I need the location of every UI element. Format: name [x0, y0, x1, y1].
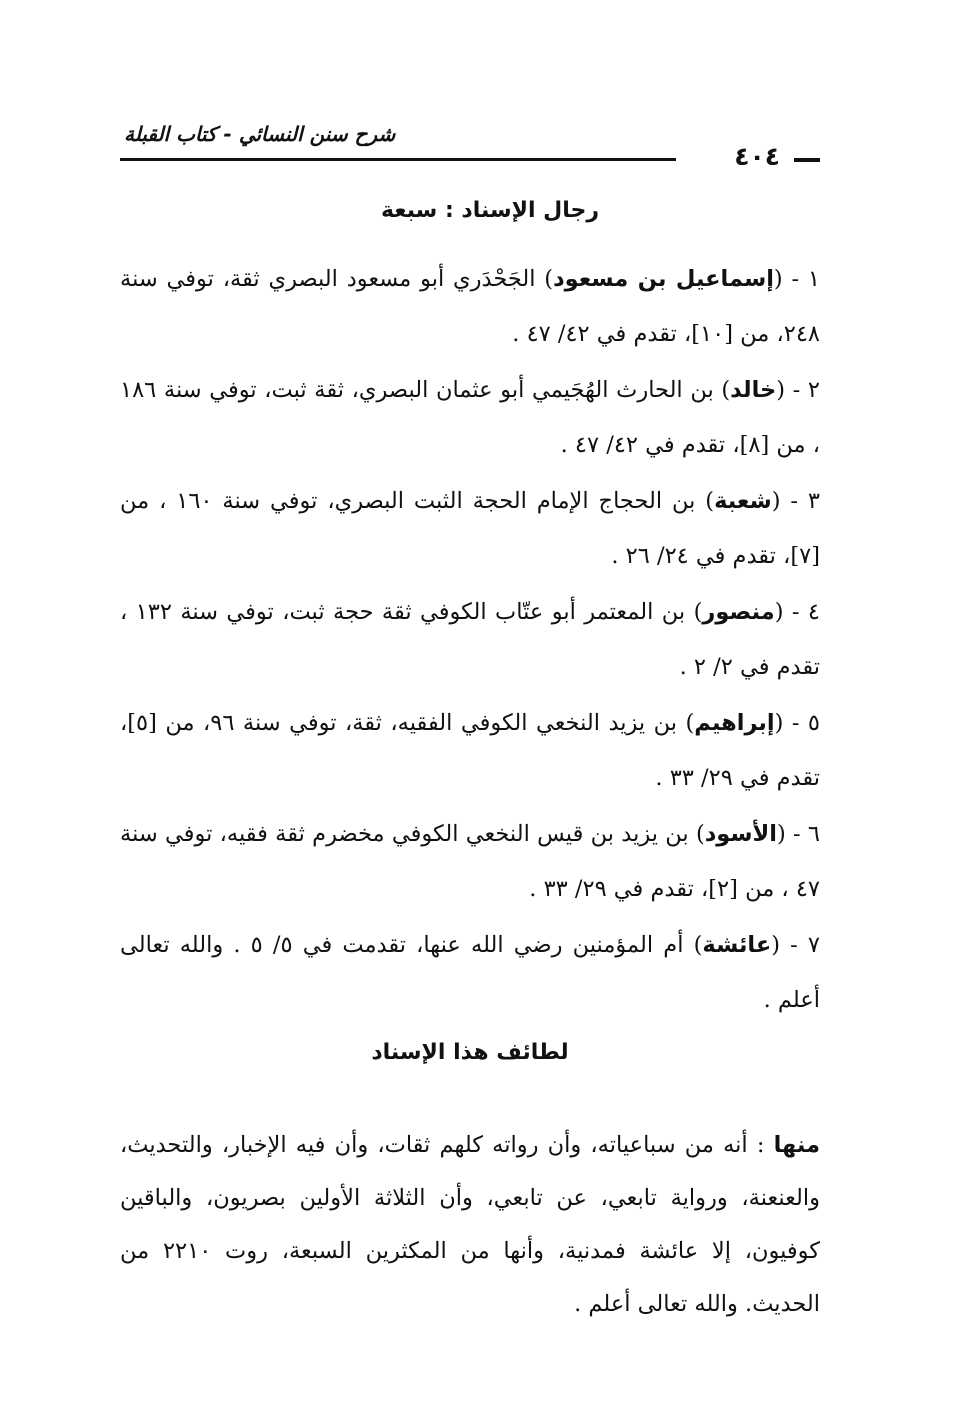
- narrator-name: عائشة: [702, 932, 772, 958]
- narrator-entry: ٧ - (عائشة) أم المؤمنين رضي الله عنها، تقدمت في ٥/ ٥ . والله تعالى أعلم .: [120, 932, 821, 1013]
- lead-word: منها: [773, 1131, 820, 1158]
- entry-number: ٤: [807, 599, 820, 625]
- narrator-name: الأسود: [704, 821, 777, 847]
- narrator-details: بن الحجاج الإمام الحجة الثبت البصري، توفي سنة ١٦٠ ، من [٧]، تقدم في ٢٤/ ٢٦ .: [120, 488, 820, 569]
- narrator-details: بن يزيد النخعي الكوفي الفقيه، ثقة، توفي سنة ٩٦، من [٥]، تقدم في ٢٩/ ٣٣ .: [120, 710, 820, 791]
- narrator-name: إسماعيل بن مسعود: [553, 266, 774, 292]
- section-heading-narrators: رجال الإسناد : سبعة: [380, 198, 600, 223]
- section-heading-subtleties: لطائف هذا الإسناد: [371, 1040, 569, 1065]
- narrator-details: بن يزيد بن قيس النخعي الكوفي مخضرم ثقة فقيه، توفي سنة ٤٧ ، من [٢]، تقدم في ٢٩/ ٣٣ .: [120, 821, 820, 902]
- header-dash: [794, 158, 820, 162]
- narrator-name: إبراهيم: [694, 710, 775, 736]
- narrator-details: بن الحارث الهُجَيمي أبو عثمان البصري، ثقة ثبت، توفي سنة ١٨٦ ، من [٨]، تقدم في ٤٢/ ٤٧ .: [120, 377, 820, 458]
- header-rule: [120, 158, 676, 161]
- entry-number: ٦: [807, 821, 821, 847]
- running-title: شرح سنن النسائي - كتاب القبلة: [124, 122, 396, 146]
- narrator-entry: ٢ - (خالد) بن الحارث الهُجَيمي أبو عثمان البصري، ثقة ثبت، توفي سنة ١٨٦ ، من [٨]، تقدم في ٤٢/ ٤٧ .: [120, 377, 821, 458]
- page-number: ٤٠٤: [734, 142, 780, 171]
- narrator-details: بن المعتمر أبو عتّاب الكوفي ثقة حجة ثبت، توفي سنة ١٣٢ ، تقدم في ٢/ ٢ .: [120, 599, 820, 680]
- entry-number: ١: [807, 266, 820, 292]
- narrator-entry: ٣ - (شعبة) بن الحجاج الإمام الحجة الثبت البصري، توفي سنة ١٦٠ ، من [٧]، تقدم في ٢٤/ ٢٦ .: [120, 488, 820, 569]
- narrator-entry: ٥ - (إبراهيم) بن يزيد النخعي الكوفي الفقيه، ثقة، توفي سنة ٩٦، من [٥]، تقدم في ٢٩/ ٣٣ .: [120, 710, 821, 791]
- narrator-name: منصور: [702, 599, 775, 625]
- narrator-entry: ٦ - (الأسود) بن يزيد بن قيس النخعي الكوفي مخضرم ثقة فقيه، توفي سنة ٤٧ ، من [٢]، تقدم في ٢٩/ ٣٣ .: [120, 821, 821, 902]
- narrator-list: [120, 252, 820, 1029]
- entry-number: ٧: [807, 932, 821, 958]
- entry-number: ٣: [807, 488, 820, 514]
- running-header: [120, 120, 820, 180]
- narrator-details: أم المؤمنين رضي الله عنها، تقدمت في ٥/ ٥ . والله تعالى أعلم .: [120, 932, 820, 1013]
- narrator-name: شعبة: [714, 488, 772, 514]
- narrator-details: الجَحْدَري أبو مسعود البصري ثقة، توفي سنة ٢٤٨، من [١٠]، تقدم في ٤٢/ ٤٧ .: [120, 266, 820, 347]
- subtleties-paragraph: [120, 1119, 820, 1331]
- subtleties-text: : أنه من سباعياته، وأن رواته كلهم ثقات، وأن فيه الإخبار، والتحديث، والعنعنة، ورواية تابعي، عن تابعي، وأن الثلاثة الأولين بصريون، والباقين كوفيون، إلا عائشة فمدنية، وأنها من المكثرين السبعة، روت ٢٢١٠ من الحديث. والله تعالى أعلم .: [120, 1131, 820, 1317]
- narrator-entry: ٤ - (منصور) بن المعتمر أبو عتّاب الكوفي ثقة حجة ثبت، توفي سنة ١٣٢ ، تقدم في ٢/ ٢ .: [120, 599, 820, 680]
- narrator-entry: ١ - (إسماعيل بن مسعود) الجَحْدَري أبو مسعود البصري ثقة، توفي سنة ٢٤٨، من [١٠]، تقدم في ٤٢/ ٤٧ .: [120, 266, 820, 347]
- narrator-name: خالد: [730, 377, 777, 403]
- entry-number: ٢: [807, 377, 821, 403]
- entry-number: ٥: [807, 710, 821, 736]
